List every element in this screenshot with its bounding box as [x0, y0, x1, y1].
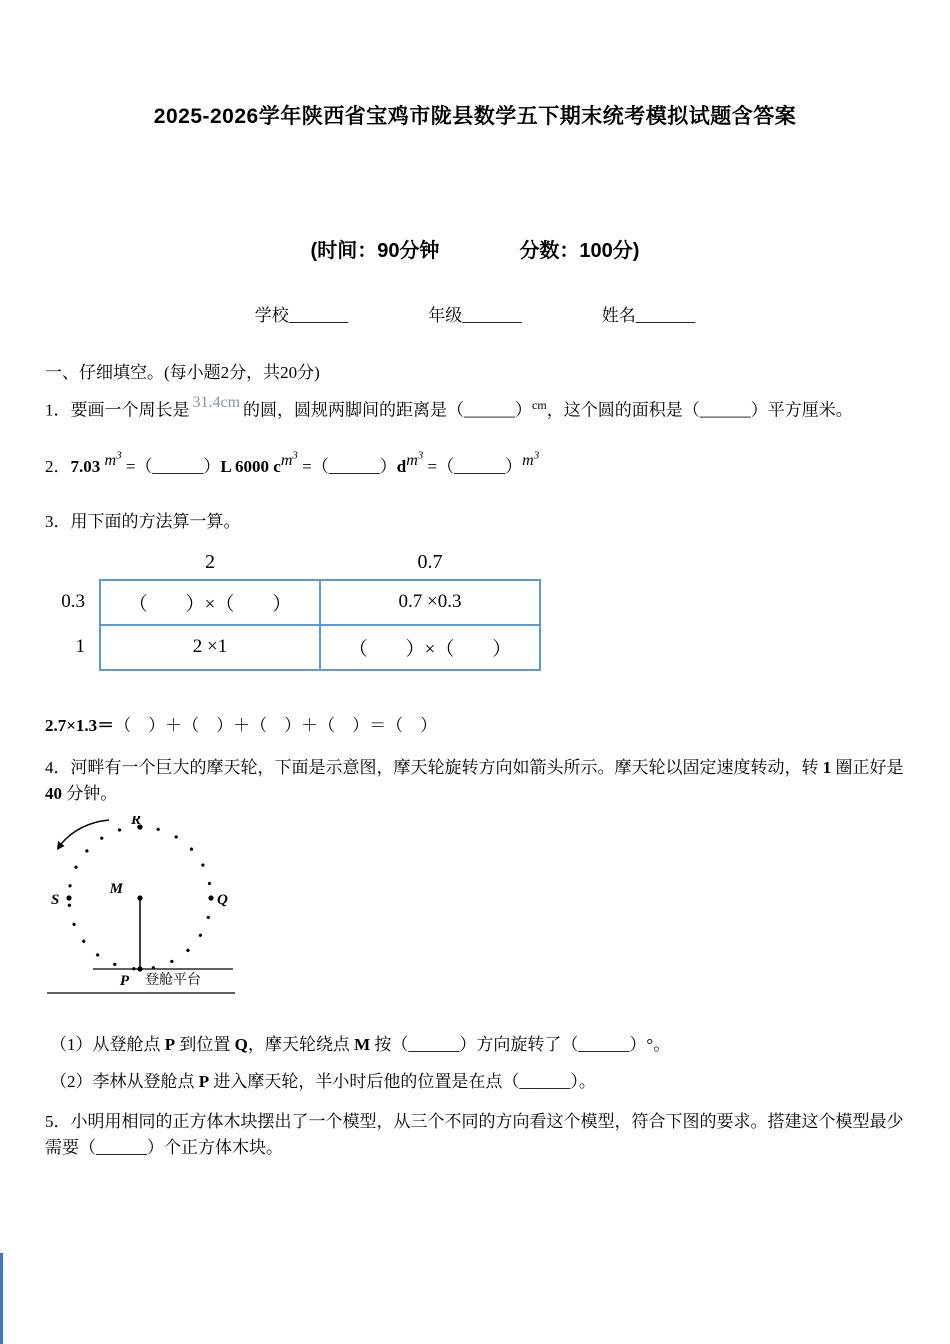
- question-2: [45, 450, 905, 481]
- q5-text: 小明用相同的正方体木块摆出了一个模型，从三个不同的方向看这个模型，符合下图的要求。搭建这个模型最少需要（______）个正方体木块。: [45, 1112, 904, 1158]
- q4-1-text: 到位置: [175, 1034, 235, 1054]
- q1-text: 要画一个周长是: [70, 400, 190, 420]
- unit-exponent: 3: [116, 450, 122, 463]
- point-label-m: M: [109, 880, 123, 897]
- q4-1-text: （1）从登舱点: [50, 1034, 165, 1054]
- question-3-table: [45, 546, 541, 671]
- question-4: [45, 755, 905, 808]
- exam-meta-line: [0, 234, 950, 263]
- table-cell: （ ）×（ ）: [100, 580, 320, 625]
- question-5: [45, 1109, 905, 1162]
- point-ref: M: [354, 1034, 371, 1054]
- q1-text: ，这个圆的面积是（______）平方厘米。: [546, 400, 853, 420]
- equation-rhs: （ ）＋（ ）＋（ ）＋（ ）＝（ ）: [114, 715, 438, 735]
- point-ref: P: [198, 1071, 210, 1091]
- q4-text: 河畔有一个巨大的摩天轮，下面是示意图，摩天轮旋转方向如箭头所示。摩天轮以固定速度转动，转: [70, 757, 823, 777]
- name-blank: 姓名_______: [601, 306, 696, 325]
- question-3: [45, 509, 905, 535]
- row-label: 0.3: [61, 591, 85, 613]
- equation-lhs: 2.7×1.3＝: [45, 715, 115, 735]
- ferris-wheel-figure: [45, 816, 950, 1013]
- q2-number: 2．: [45, 457, 71, 477]
- left-edge-accent-bar: [0, 1253, 3, 1344]
- q4-2-text: （2）李林从登舱点: [50, 1071, 199, 1091]
- table-corner-cell: [45, 546, 100, 580]
- row-label: 1: [75, 636, 85, 658]
- section-1-heading: 一、仔细填空。(每小题2分，共20分): [45, 363, 320, 382]
- table-row: [45, 580, 540, 625]
- table-row: [45, 625, 540, 670]
- q2-text: =（______）: [423, 457, 523, 477]
- unit-exponent: 3: [292, 450, 298, 463]
- expansion-equation: [45, 713, 905, 739]
- q5-number: 5．: [45, 1112, 71, 1131]
- q4-2-text: 进入摩天轮，半小时后他的位置是在点（______）。: [209, 1071, 596, 1091]
- q4-1-text: ，摩天轮绕点: [247, 1034, 355, 1054]
- point-label-q: Q: [217, 891, 228, 908]
- point-label-s: S: [51, 891, 60, 908]
- cubic-meter-unit: [522, 452, 539, 469]
- q3-text: 用下面的方法算一算。: [70, 512, 241, 532]
- cubic-meter-unit: [105, 452, 122, 469]
- table-cell: （ ）×（ ）: [320, 625, 540, 670]
- score-label: 分数：100分): [519, 240, 640, 262]
- q4-text: 圈正好是: [831, 757, 904, 777]
- q4-value: 40: [45, 784, 62, 804]
- q4-number: 4．: [45, 757, 71, 777]
- table-cell: 2 ×1: [100, 625, 320, 670]
- q2-value: d: [396, 457, 407, 477]
- point-ref: P: [164, 1034, 176, 1054]
- point-label-p: P: [119, 972, 129, 989]
- point-q-dot: [208, 895, 213, 900]
- question-4-2: [50, 1068, 900, 1095]
- q2-value: 7.03: [70, 457, 101, 477]
- q1-text: 的圆，圆规两脚间的距离是（______）: [243, 400, 533, 420]
- q4-value: 1: [822, 757, 832, 777]
- unit-m: m: [522, 452, 534, 470]
- point-label-r: R: [131, 815, 142, 828]
- unit-m: m: [104, 452, 117, 470]
- cubic-meter-unit: [281, 452, 298, 469]
- q2-text: =（______）: [121, 457, 221, 477]
- column-header: 0.7: [417, 550, 443, 573]
- school-blank: 学校_______: [254, 306, 349, 325]
- grade-blank: 年级_______: [428, 306, 522, 325]
- q2-value: L 6000 c: [220, 457, 281, 477]
- boarding-platform-label: 登舱平台: [145, 972, 201, 988]
- question-4-1: [50, 1031, 900, 1058]
- q1-number: 1．: [45, 400, 71, 420]
- table-header-row: [45, 546, 540, 580]
- handwritten-annotation: 31.4cm: [192, 393, 241, 411]
- q4-1-text: 按（______）方向旋转了（______）°。: [370, 1034, 671, 1054]
- cubic-meter-unit: [406, 452, 423, 469]
- student-info-line: [0, 301, 950, 326]
- unit-m: m: [280, 452, 293, 470]
- unit-exponent: 3: [533, 450, 540, 463]
- cm-superscript: cm: [532, 398, 547, 412]
- q2-text: =（______）: [297, 457, 397, 477]
- time-label: (时间：90分钟: [310, 240, 440, 262]
- unit-m: m: [406, 452, 418, 470]
- q3-number: 3．: [45, 512, 71, 532]
- unit-exponent: 3: [417, 450, 424, 463]
- table-cell: 0.7 ×0.3: [320, 580, 540, 625]
- question-1: [45, 393, 905, 424]
- rotation-arrow: [61, 820, 109, 844]
- page-title: 2025-2026学年陕西省宝鸡市陇县数学五下期末统考模拟试题含答案: [153, 105, 797, 128]
- point-s-dot: [66, 895, 71, 900]
- point-ref: Q: [234, 1034, 248, 1054]
- ferris-wheel-diagram: [45, 816, 295, 1008]
- column-header: 2: [205, 550, 215, 573]
- q4-text: 分钟。: [62, 784, 118, 804]
